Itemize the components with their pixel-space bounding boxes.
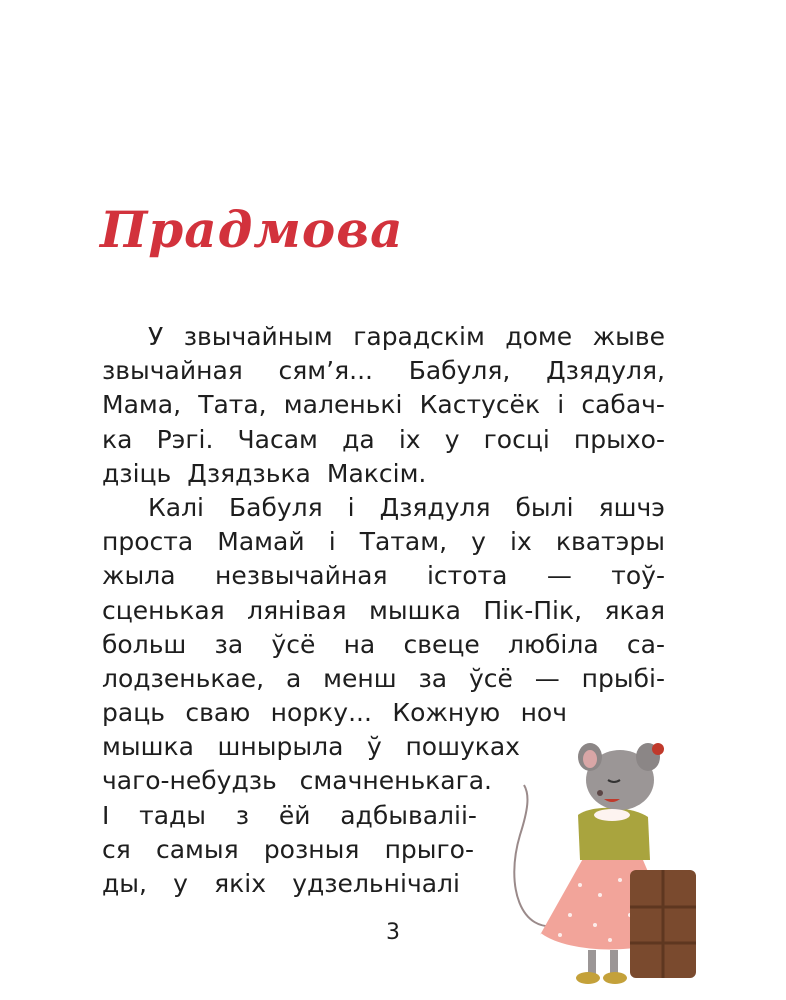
word: кватэры — [555, 527, 665, 557]
word: ўсё — [468, 663, 513, 693]
word: Мамай — [217, 527, 305, 557]
word: Часам — [237, 424, 318, 454]
text-line — [102, 594, 665, 628]
text-line — [102, 320, 665, 354]
text-line — [102, 662, 665, 696]
word: істота — [426, 561, 508, 591]
word: доме — [505, 322, 573, 351]
word: ды, — [102, 869, 147, 898]
word: менш — [323, 663, 397, 693]
word: сценькая — [102, 595, 225, 625]
word: на — [343, 629, 376, 659]
text-line — [102, 730, 520, 764]
word: у — [444, 424, 460, 454]
word: любіла — [507, 629, 599, 659]
word: Тата, — [198, 390, 267, 420]
word: Максім. — [326, 458, 427, 488]
word: удзельнічалі — [292, 869, 460, 898]
word: — — [546, 561, 572, 591]
word: і — [328, 527, 336, 557]
word: Дзядуля — [379, 492, 491, 522]
text-line — [102, 867, 460, 901]
word: тоў- — [611, 561, 665, 591]
word: У — [148, 322, 164, 351]
word: прыбі- — [581, 663, 665, 693]
word: звычайная — [102, 356, 243, 386]
word: раць — [102, 698, 165, 728]
text-line — [102, 525, 665, 559]
word: смачненькага. — [299, 766, 492, 796]
word: і — [557, 390, 565, 420]
word: дзіць — [102, 458, 172, 488]
text-line — [102, 388, 665, 422]
word: гарадскім — [353, 322, 485, 351]
word: лодзенькае, — [102, 663, 265, 693]
word: звычайным — [183, 322, 333, 351]
word: Калі — [148, 492, 204, 522]
word: мышка — [102, 732, 194, 762]
word: пошуках — [405, 732, 520, 762]
text-line — [102, 764, 492, 798]
text-line — [102, 799, 477, 833]
word: больш — [102, 629, 187, 659]
word: якая — [604, 595, 665, 625]
word: са- — [626, 629, 665, 659]
text-line — [102, 833, 474, 867]
word: Бабуля, — [408, 356, 511, 386]
word: і — [347, 492, 355, 522]
word: розныя — [263, 834, 360, 864]
text-line — [102, 457, 665, 491]
word: мышка — [369, 595, 461, 625]
word: сабач- — [581, 390, 665, 420]
word: ка — [102, 424, 133, 454]
word: — — [534, 663, 560, 693]
text-line — [102, 423, 665, 457]
word: лянівая — [247, 595, 347, 625]
text-line — [102, 559, 665, 593]
word: ў — [367, 732, 382, 762]
word: ноч — [520, 698, 567, 728]
word: за — [214, 629, 244, 659]
word: а — [285, 663, 302, 693]
word: проста — [102, 527, 194, 557]
word: Кастусёк — [419, 390, 541, 420]
word: жыла — [102, 561, 176, 591]
word: норку... — [270, 698, 372, 728]
word: Дзядзька — [187, 458, 311, 488]
word: Бабуля — [228, 492, 323, 522]
word: адбываліі- — [340, 800, 477, 830]
word: Пік-Пік, — [483, 595, 583, 625]
page-number: 3 — [386, 920, 400, 945]
mouse-illustration — [500, 735, 720, 995]
word: Татам, — [359, 527, 448, 557]
text-line — [102, 696, 567, 730]
text-line — [102, 354, 665, 388]
word: госці — [483, 424, 550, 454]
word: былі — [515, 492, 574, 522]
word: прыго- — [384, 834, 474, 864]
word: у — [173, 869, 188, 898]
text-line — [102, 491, 665, 525]
word: іх — [398, 424, 421, 454]
word: шнырыла — [217, 732, 344, 762]
word: іх — [510, 527, 532, 557]
word: яшчэ — [598, 492, 665, 522]
word: чаго-небудзь — [102, 766, 277, 796]
word: Дзядуля, — [546, 356, 665, 386]
word: да — [342, 424, 375, 454]
word: жыве — [592, 322, 665, 351]
word: тады — [139, 800, 207, 830]
word: за — [418, 663, 448, 693]
word: у — [471, 527, 486, 557]
word: І — [102, 800, 110, 830]
word: ся — [102, 834, 131, 864]
word: прыхо- — [573, 424, 665, 454]
word: самыя — [155, 834, 239, 864]
word: сваю — [185, 698, 251, 728]
chapter-title: Прадмова — [100, 200, 404, 259]
word: свеце — [403, 629, 480, 659]
word: сям’я... — [278, 356, 373, 386]
word: ёй — [278, 800, 311, 830]
word: ўсё — [271, 629, 316, 659]
word: незвычайная — [215, 561, 388, 591]
word: Кожную — [392, 698, 501, 728]
word: з — [235, 800, 250, 830]
text-line — [102, 628, 665, 662]
word: Мама, — [102, 390, 182, 420]
word: Рэгі. — [156, 424, 214, 454]
word: маленькі — [283, 390, 403, 420]
word: якіх — [214, 869, 267, 898]
